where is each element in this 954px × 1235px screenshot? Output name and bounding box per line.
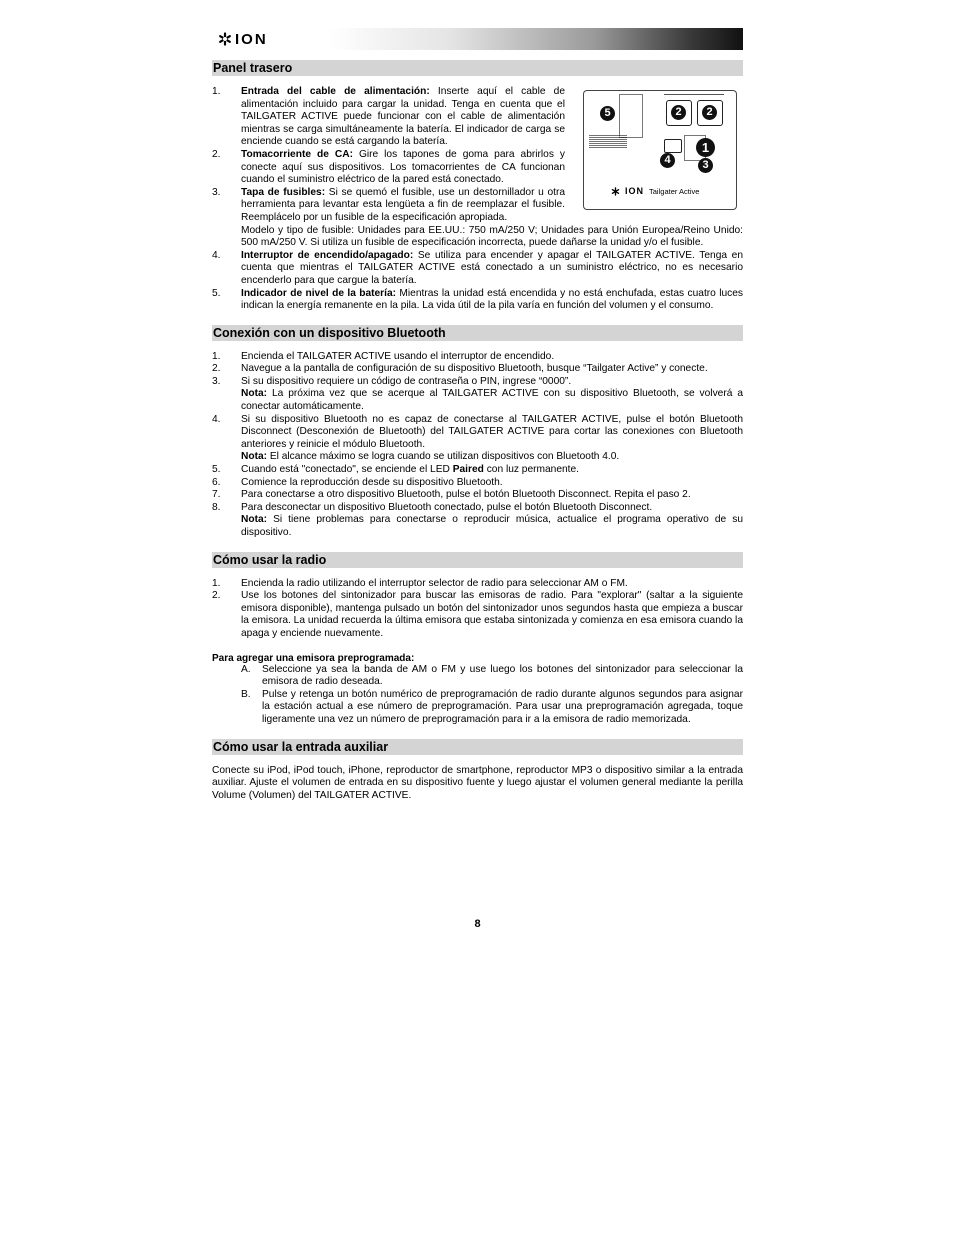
header-bar (212, 28, 743, 50)
bluetooth-list (212, 351, 743, 540)
section-header-radio (212, 552, 743, 568)
section-header-aux (212, 739, 743, 755)
logo-text: ION (235, 30, 268, 48)
section-header-bluetooth (212, 325, 743, 341)
preset-heading: Para agregar una emisora preprogramada: (212, 652, 415, 664)
list-item: 5. Cuando está "conectado", se enciende el LED Paired con luz permanente. (212, 464, 579, 476)
fuse-spec: Modelo y tipo de fusible: Unidades para EE.UU.: 750 mA/250 V; Unidades para Unión Europea/Reino Unido: 500 mA/250 V. Si utiliza un fusible de especificación incorrecta, puede dañarse la unidad y/o el fusible. (241, 224, 743, 249)
list-item: 1. Encienda el TAILGATER ACTIVE usando el interruptor de encendido. (212, 350, 555, 362)
list-item: 2. Navegue a la pantalla de configuración de su dispositivo Bluetooth, busque “Tailgater Active” y conecte. (212, 363, 708, 375)
list-item: 4. Si su dispositivo Bluetooth no es capaz de conectarse al TAILGATER ACTIVE, pulse el botón Bluetooth Disconnect (Desconexión de Bluetooth) del TAILGATER ACTIVE para cortar las conexiones con Bluetooth anteriores y reinicie el módulo Bluetooth. Nota: El alcance máximo se logra cuando se utilizan dispositivos con Bluetooth 4.0. (212, 413, 743, 463)
radio-list (212, 578, 743, 641)
rear-panel-list (212, 86, 743, 313)
note: Nota: La próxima vez que se acerque al TAILGATER ACTIVE con su dispositivo Bluetooth, se volverá a conectar automáticamente. (241, 388, 743, 413)
callout-5: 5 (600, 106, 615, 121)
note: Nota: Si tiene problemas para conectarse o reproducir música, actualice el programa operativo de su dispositivo. (241, 514, 743, 538)
callout-2b: 2 (702, 105, 717, 120)
list-item: 3. Tapa de fusibles: Si se quemó el fusible, use un destornillador u otra herramienta para levantar esta lengüeta a fin de reemplazar el fusible. Reemplácelo por un fusible de la especificación apropiada. Modelo y tipo de fusible: Unidades para EE.UU.: 750 mA/250 V; Unidades para Unión Europea/Reino Unido: 500 mA/250 V. Si utiliza un fusible de especificación incorrecta, puede dañarse la unidad y/o el fusible. (212, 186, 743, 249)
brand-logo (218, 31, 268, 47)
preset-list (212, 664, 743, 727)
section-title: Panel trasero (213, 61, 293, 75)
list-item: 7. Para conectarse a otro dispositivo Bluetooth, pulse el botón Bluetooth Disconnect. Repita el paso 2. (212, 489, 691, 501)
section-title: Conexión con un dispositivo Bluetooth (213, 325, 446, 340)
list-item: 4. Interruptor de encendido/apagado: Se utiliza para encender y apagar el TAILGATER ACTIVE. Tenga en cuenta que mientras el TAILGATER ACTIVE está conectado a un suministro eléctrico, no es necesario encenderlo para que cargue la batería. (212, 249, 744, 286)
list-item: B. Pulse y retenga un botón numérico de preprogramación de radio durante algunos segundos para asignar la estación actual a ese número de preprogramación. Para usar una preprogramación agregada, toque ligeramente una vez un número de preprogramación para ir a la emisora de radio memorizada. (241, 688, 743, 725)
manual-page (212, 28, 744, 930)
callout-3: 3 (698, 158, 713, 173)
ion-star-icon (218, 32, 232, 46)
callout-1: 1 (696, 138, 715, 157)
callout-2a: 2 (671, 105, 686, 120)
panel-section-body (212, 86, 743, 313)
page-number: 8 (474, 918, 481, 930)
list-item: 2. Tomacorriente de CA: Gire los tapones de goma para abrirlos y conecte aquí sus dispositivos. Los tomacorrientes de CA funcionan cuando el suministro eléctrico de la pared está conectado. (212, 148, 565, 186)
callout-4: 4 (660, 153, 675, 168)
section-title: Cómo usar la entrada auxiliar (213, 739, 389, 754)
list-item: 2. Use los botones del sintonizador para buscar las emisoras de radio. Para "explorar" (saltar a la siguiente emisora disponible), mantenga pulsado un botón del sintonizador unos segundos hasta que empieza a buscar la emisora. La unidad recuerda la última emisora que estaba sintonizada y comienza en esa emisora cuando la apaga y enciende nuevamente. (212, 590, 743, 639)
list-item: A. Seleccione ya sea la banda de AM o FM y use luego los botones del sintonizador para seleccionar la emisora de radio deseada. (241, 663, 743, 688)
list-item: 3. Si su dispositivo requiere un código de contraseña o PIN, ingrese “0000”. Nota: La próxima vez que se acerque al TAILGATER ACTIVE con su dispositivo Bluetooth, se volverá a conectar automáticamente. (212, 375, 743, 413)
list-item: 5. Indicador de nivel de la batería: Mientras la unidad está encendida y no está enchufada, estas cuatro luces indican la energía remanente en la pila. La vida útil de la pila varía en función del volumen y el consumo. (212, 287, 743, 312)
list-item: 1. Encienda la radio utilizando el interruptor selector de radio para seleccionar AM o FM. (212, 577, 628, 589)
list-item: 1. Entrada del cable de alimentación: Inserte aquí el cable de alimentación incluido para cargar la unidad. Tenga en cuenta que el TAILGATER ACTIVE puede funcionar con el cable de alimentación mientras se carga simultáneamente la batería. El indicador de carga se enciende cuando se está cargando la batería. (212, 86, 565, 148)
section-header-panel (212, 60, 743, 76)
note: Nota: El alcance máximo se logra cuando se utilizan dispositivos con Bluetooth 4.0. (241, 451, 620, 463)
aux-paragraph: Conecte su iPod, iPod touch, iPhone, reproductor de smartphone, reproductor MP3 o dispositivo similar a la entrada auxiliar. Ajuste el volumen de entrada en su dispositivo fuente y luego ajustar el volumen general mediante la perilla Volume (Volumen) del TAILGATER ACTIVE. (212, 764, 743, 801)
list-item: 8. Para desconectar un dispositivo Bluetooth conectado, pulse el botón Bluetooth Disconnect. Nota: Si tiene problemas para conectarse o reproducir música, actualice el programa operativo de su dispositivo. (212, 501, 743, 538)
list-item: 6. Comience la reproducción desde su dispositivo Bluetooth. (212, 476, 503, 488)
section-title: Cómo usar la radio (213, 552, 327, 567)
figure-model-label: Tailgater Active (649, 186, 700, 196)
figure-logo-text: ION (625, 186, 645, 196)
